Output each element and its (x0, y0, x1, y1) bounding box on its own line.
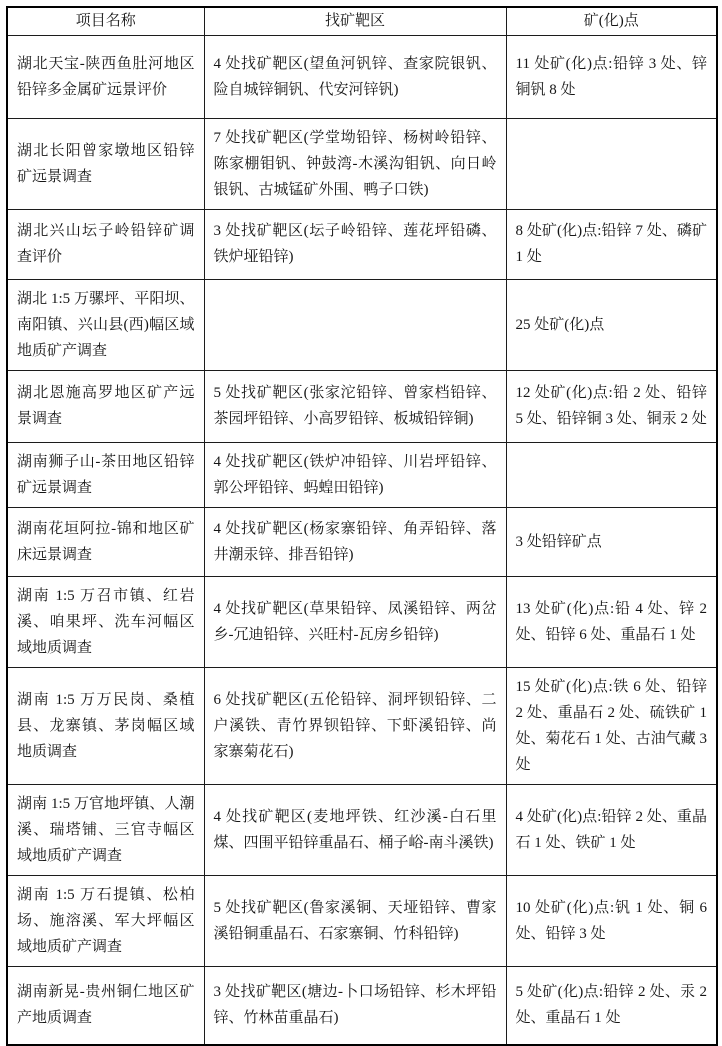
cell-mineralization-points: 12 处矿(化)点:铅 2 处、铅锌 5 处、铅锌铜 3 处、铜汞 2 处 (506, 370, 717, 442)
cell-project-name: 湖南花垣阿拉-锦和地区矿床远景调查 (7, 507, 204, 576)
cell-project-name: 湖北长阳曾家墩地区铅锌矿远景调查 (7, 118, 204, 209)
column-header-mineralization-points: 矿(化)点 (506, 7, 717, 35)
table-row (7, 370, 717, 442)
cell-mineralization-points (506, 118, 717, 209)
cell-mineralization-points: 4 处矿(化)点:铅锌 2 处、重晶石 1 处、铁矿 1 处 (506, 784, 717, 875)
cell-project-name: 湖南 1:5 万官地坪镇、人潮溪、瑞塔铺、三官寺幅区域地质矿产调查 (7, 784, 204, 875)
cell-mineralization-points: 5 处矿(化)点:铅锌 2 处、汞 2 处、重晶石 1 处 (506, 966, 717, 1045)
cell-prospecting-target: 5 处找矿靶区(张家沱铅锌、曾家档铅锌、茶园坪铅锌、小高罗铅锌、板城铅锌铜) (204, 370, 506, 442)
cell-prospecting-target: 4 处找矿靶区(草果铅锌、凤溪铅锌、两岔乡-冗迪铅锌、兴旺村-瓦房乡铅锌) (204, 576, 506, 667)
cell-prospecting-target (204, 279, 506, 370)
cell-prospecting-target: 6 处找矿靶区(五伦铅锌、洞坪钡铅锌、二户溪铁、青竹界钡铅锌、下虾溪铅锌、尚家寨菊花石) (204, 667, 506, 784)
table-row (7, 966, 717, 1045)
cell-project-name: 湖南 1:5 万石提镇、松柏场、施溶溪、军大坪幅区域地质矿产调查 (7, 875, 204, 966)
table-row (7, 875, 717, 966)
mineral-survey-table (6, 6, 718, 1046)
cell-mineralization-points: 8 处矿(化)点:铅锌 7 处、磷矿 1 处 (506, 209, 717, 279)
cell-project-name: 湖北兴山坛子岭铅锌矿调查评价 (7, 209, 204, 279)
cell-prospecting-target: 4 处找矿靶区(杨家寨铅锌、角弄铅锌、落井潮汞锌、排吾铅锌) (204, 507, 506, 576)
cell-project-name: 湖北天宝-陕西鱼肚河地区铅锌多金属矿远景评价 (7, 35, 204, 118)
cell-prospecting-target: 4 处找矿靶区(麦地坪铁、红沙溪-白石里煤、四围平铅锌重晶石、桶子峪-南斗溪铁) (204, 784, 506, 875)
cell-prospecting-target: 7 处找矿靶区(学堂坳铅锌、杨树岭铅锌、陈家棚钼钒、钟鼓湾-木溪沟钼钒、向日岭银钒、古城锰矿外围、鸭子口铁) (204, 118, 506, 209)
cell-project-name: 湖南新晃-贵州铜仁地区矿产地质调查 (7, 966, 204, 1045)
table-row (7, 209, 717, 279)
table-row (7, 442, 717, 507)
table-row (7, 279, 717, 370)
column-header-prospecting-target: 找矿靶区 (204, 7, 506, 35)
cell-prospecting-target: 4 处找矿靶区(铁炉冲铅锌、川岩坪铅锌、郭公坪铅锌、蚂蝗田铅锌) (204, 442, 506, 507)
table-row (7, 118, 717, 209)
table-row (7, 784, 717, 875)
cell-project-name: 湖南 1:5 万万民岗、桑植县、龙寨镇、茅岗幅区域地质调查 (7, 667, 204, 784)
cell-mineralization-points: 13 处矿(化)点:铅 4 处、锌 2 处、铅锌 6 处、重晶石 1 处 (506, 576, 717, 667)
cell-project-name: 湖北恩施高罗地区矿产远景调查 (7, 370, 204, 442)
cell-mineralization-points (506, 442, 717, 507)
cell-project-name: 湖南狮子山-茶田地区铅锌矿远景调查 (7, 442, 204, 507)
table-row (7, 507, 717, 576)
cell-mineralization-points: 11 处矿(化)点:铅锌 3 处、锌铜钒 8 处 (506, 35, 717, 118)
table-row (7, 576, 717, 667)
cell-mineralization-points: 10 处矿(化)点:钒 1 处、铜 6 处、铅锌 3 处 (506, 875, 717, 966)
cell-project-name: 湖北 1:5 万骡坪、平阳坝、南阳镇、兴山县(西)幅区域地质矿产调查 (7, 279, 204, 370)
cell-mineralization-points: 15 处矿(化)点:铁 6 处、铅锌 2 处、重晶石 2 处、硫铁矿 1 处、菊花石 1 处、古油气藏 3 处 (506, 667, 717, 784)
table-body (7, 35, 717, 1045)
cell-prospecting-target: 5 处找矿靶区(鲁家溪铜、天垭铅锌、曹家溪铅铜重晶石、石家寨铜、竹科铅锌) (204, 875, 506, 966)
cell-prospecting-target: 4 处找矿靶区(望鱼河钒锌、查家院银钒、险自城锌铜钒、代安河锌钒) (204, 35, 506, 118)
table-row (7, 35, 717, 118)
column-header-project-name: 项目名称 (7, 7, 204, 35)
cell-mineralization-points: 3 处铅锌矿点 (506, 507, 717, 576)
cell-project-name: 湖南 1:5 万召市镇、红岩溪、咱果坪、洗车河幅区域地质调查 (7, 576, 204, 667)
cell-prospecting-target: 3 处找矿靶区(塘边-卜口场铅锌、杉木坪铅锌、竹林苗重晶石) (204, 966, 506, 1045)
cell-prospecting-target: 3 处找矿靶区(坛子岭铅锌、莲花坪铅磷、铁炉垭铅锌) (204, 209, 506, 279)
cell-mineralization-points: 25 处矿(化)点 (506, 279, 717, 370)
table-header-row (7, 7, 717, 35)
table-row (7, 667, 717, 784)
